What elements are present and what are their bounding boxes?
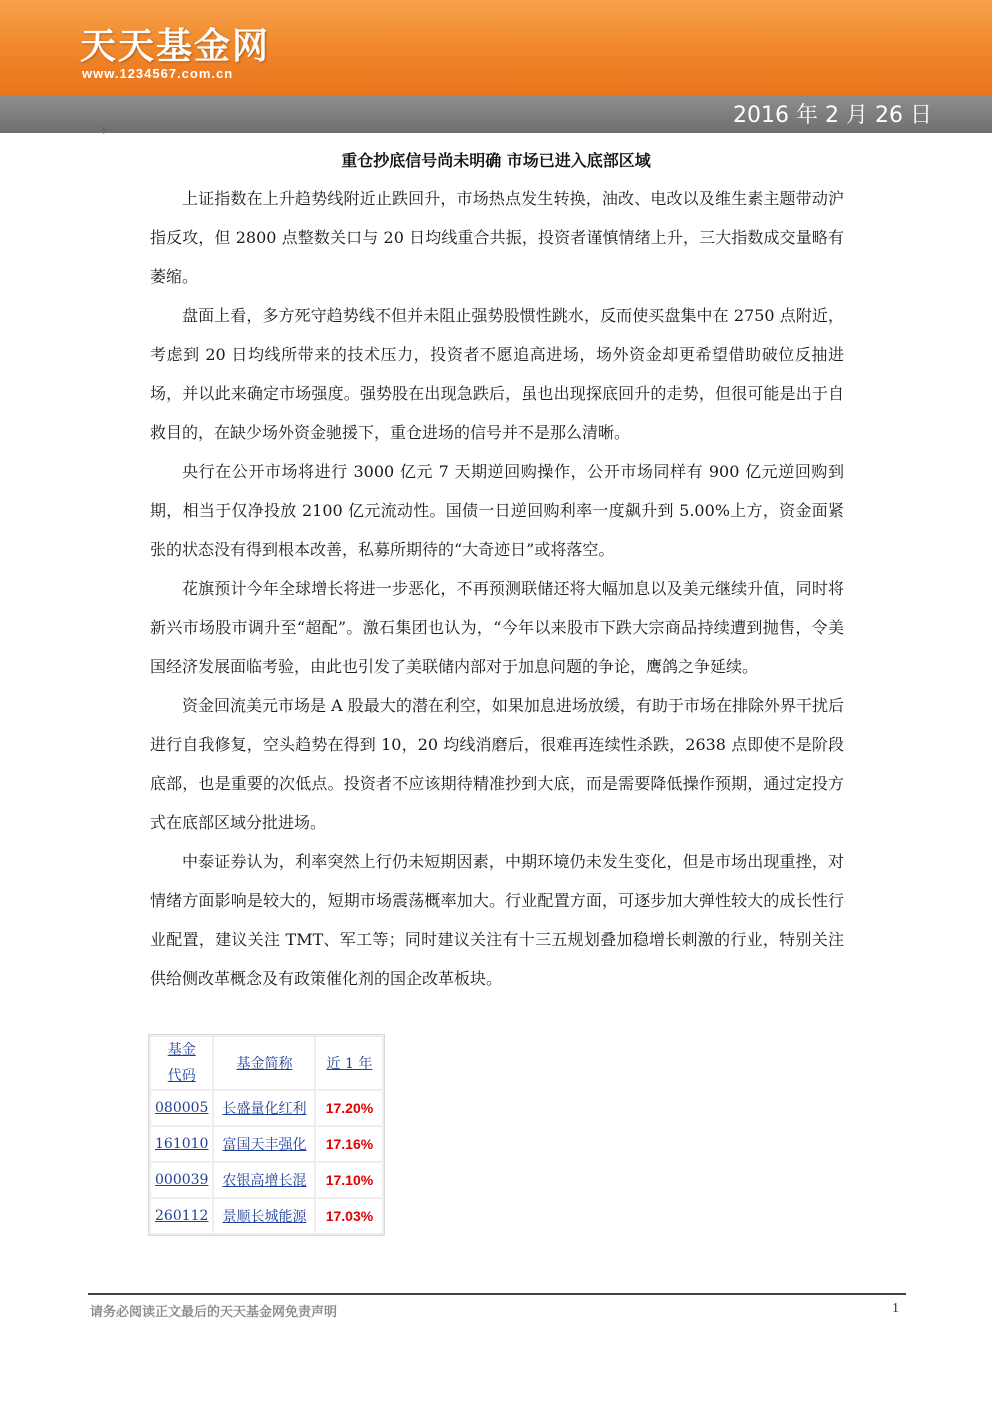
fund-return-value: 17.03% [325,1207,374,1224]
fund-return [316,1091,382,1125]
header-one-year-link[interactable]: 近 1 年 [326,1056,373,1072]
fund-name[interactable] [214,1199,314,1233]
fund-name-link[interactable]: 农银高增长混 [222,1173,307,1189]
fund-performance-table [148,1034,385,1236]
fund-return-value: 17.16% [325,1135,374,1152]
fund-code[interactable] [151,1163,212,1197]
paragraph: 资金回流美元市场是 A 股最大的潜在利空，如果加息进场放缓，有助于市场在排除外界干扰后进行自我修复，空头趋势在得到 10，20 均线消磨后，很难再连续性杀跌，2638 点即使不是阶段底部，也是重要的次低点。投资者不应该期待精准抄到大底，而是需要降低操作预期，通过定投方式在底部区域分批进场。 [150,696,844,832]
fund-name[interactable] [214,1163,314,1197]
fund-name-link[interactable]: 景顺长城能源 [222,1209,307,1225]
fund-code-link[interactable]: 260112 [155,1208,209,1224]
article-title: 重仓抄底信号尚未明确 市场已进入底部区域 [341,151,651,170]
fund-return [316,1163,382,1197]
fund-return [316,1199,382,1233]
header-fund-code-link[interactable]: 基金代码 [167,1042,196,1084]
paragraph: 上证指数在上升趋势线附近止跌回升，市场热点发生转换，油改、电改以及维生素主题带动沪指反攻，但 2800 点整数关口与 20 日均线重合共振，投资者谨慎情绪上升，三大指数成交量略有萎缩。 [150,189,844,286]
fund-return-value: 17.20% [325,1099,374,1116]
header-one-year[interactable] [316,1037,382,1089]
page-number: 1 [892,1301,899,1316]
table-row [151,1199,382,1233]
fund-name[interactable] [214,1127,314,1161]
table-row [151,1127,382,1161]
header-fund-name-link[interactable]: 基金简称 [236,1056,293,1072]
fund-code[interactable] [151,1091,212,1125]
footer-divider [88,1293,906,1295]
fund-code-link[interactable]: 161010 [155,1136,209,1152]
fund-name-link[interactable]: 长盛量化红利 [222,1101,307,1117]
report-date: 2016 年 2 月 26 日 [733,103,932,128]
fund-code[interactable] [151,1127,212,1161]
paragraph: 盘面上看，多方死守趋势线不但并未阻止强势股惯性跳水，反而使买盘集中在 2750 点附近，考虑到 20 日均线所带来的技术压力，投资者不愿追高进场，场外资金却更希望借助破位反抽进场，并以此来确定市场强度。强势股在出现急跌后，虽也出现探底回升的走势，但很可能是出于自救目的，在缺少场外资金驰援下，重仓进场的信号并不是那么清晰。 [150,306,844,442]
paragraph: 中泰证券认为，利率突然上行仍未短期因素，中期环境仍未发生变化，但是市场出现重挫，对情绪方面影响是较大的，短期市场震荡概率加大。行业配置方面，可逐步加大弹性较大的成长性行业配置，建议关注 TMT、军工等；同时建议关注有十三五规划叠加稳增长刺激的行业，特别关注供给侧改革概念及有政策催化剂的国企改革板块。 [150,852,844,988]
fund-return-value: 17.10% [325,1171,374,1188]
fund-code-link[interactable]: 080005 [155,1100,209,1116]
footer-disclaimer: 请务必阅读正文最后的天天基金网免责声明 [90,1305,338,1320]
table-row [151,1163,382,1197]
site-logo[interactable]: 天天基金网 [80,26,271,67]
table-row [151,1091,382,1125]
paragraph: 花旗预计今年全球增长将进一步恶化，不再预测联储还将大幅加息以及美元继续升值，同时将新兴市场股市调升至“超配”。激石集团也认为，“今年以来股市下跌大宗商品持续遭到抛售，令美国经济发展面临考验，由此也引发了美联储内部对于加息问题的争论，鹰鸽之争延续。 [150,579,844,676]
fund-return [316,1127,382,1161]
site-url[interactable]: www.1234567.com.cn [82,66,234,81]
header-fund-code[interactable] [151,1037,212,1089]
paragraph: 央行在公开市场将进行 3000 亿元 7 天期逆回购操作，公开市场同样有 900 亿元逆回购到期，相当于仅净投放 2100 亿元流动性。国债一日逆回购利率一度飙升到 5.00%上方，资金面紧张的状态没有得到根本改善，私募所期待的“大奇迹日”或将落空。 [150,462,844,559]
fund-code-link[interactable]: 000039 [155,1172,209,1188]
article-body [150,179,844,998]
table-header-row [151,1037,382,1089]
fund-name-link[interactable]: 富国天丰强化 [222,1137,307,1153]
fund-name[interactable] [214,1091,314,1125]
plus-icon: + [99,122,109,139]
header-fund-name[interactable] [214,1037,314,1089]
fund-code[interactable] [151,1199,212,1233]
